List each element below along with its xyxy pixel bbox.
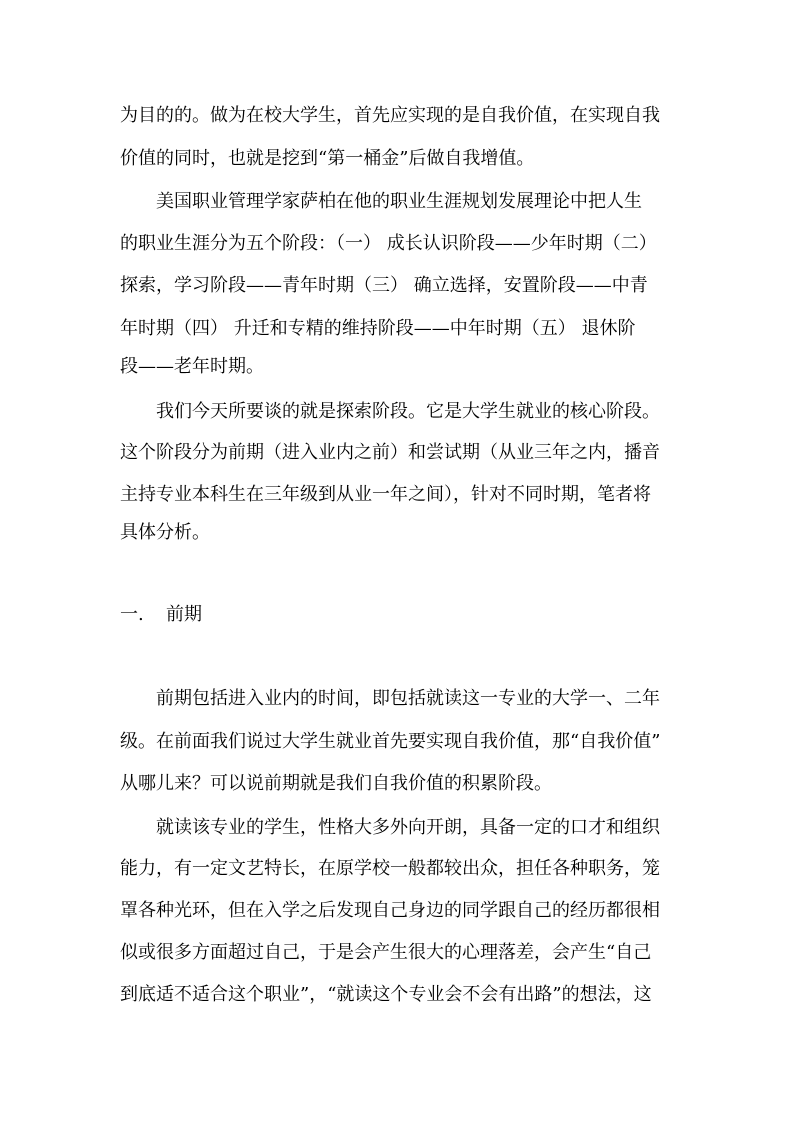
paragraph-line: 这个阶段分为前期（进入业内之前）和尝试期（从业三年之内，播音 <box>120 442 660 463</box>
paragraph-line: 段——老年时期。 <box>120 356 264 377</box>
paragraph-line: 就读该专业的学生，性格大多外向开朗，具备一定的口才和组织 <box>156 817 660 838</box>
paragraph-line: 美国职业管理学家萨柏在他的职业生涯规划发展理论中把人生 <box>156 191 642 212</box>
paragraph-line: 为目的的。做为在校大学生，首先应实现的是自我价值，在实现自我 <box>120 105 660 126</box>
paragraph-line: 罩各种光环，但在入学之后发现自己身边的同学跟自己的经历都很相 <box>120 900 660 921</box>
paragraph-line: 似或很多方面超过自己，于是会产生很大的心理落差，会产生“自己 <box>120 942 652 963</box>
paragraph-line: 能力，有一定文艺特长，在原学校一般都较出众，担任各种职务，笼 <box>120 858 660 879</box>
section-heading <box>120 603 202 627</box>
section-heading-number: 一. <box>120 604 144 625</box>
section-heading-title: 前期 <box>166 604 202 625</box>
paragraph-line: 从哪儿来？可以说前期就是我们自我价值的积累阶段。 <box>120 773 552 794</box>
paragraph-line: 年时期（四） 升迁和专精的维持阶段——中年时期（五） 退休阶 <box>120 318 636 339</box>
paragraph-line: 具体分析。 <box>120 522 210 543</box>
paragraph-line: 主持专业本科生在三年级到从业一年之间），针对不同时期，笔者将 <box>120 484 651 505</box>
paragraph-line: 我们今天所要谈的就是探索阶段。它是大学生就业的核心阶段。 <box>156 401 660 422</box>
paragraph-line: 级。在前面我们说过大学生就业首先要实现自我价值，那“自我价值” <box>120 731 661 752</box>
paragraph-line: 前期包括进入业内的时间，即包括就读这一专业的大学一、二年 <box>156 688 660 709</box>
paragraph-line: 的职业生涯分为五个阶段：（一） 成长认识阶段——少年时期（二） <box>120 233 657 254</box>
paragraph-line: 价值的同时，也就是挖到“第一桶金”后做自我增值。 <box>120 148 535 169</box>
paragraph-line: 探索，学习阶段——青年时期（三） 确立选择，安置阶段——中青 <box>120 275 648 296</box>
paragraph-line: 到底适不适合这个职业”，“就读这个专业会不会有出路”的想法，这 <box>120 984 652 1005</box>
